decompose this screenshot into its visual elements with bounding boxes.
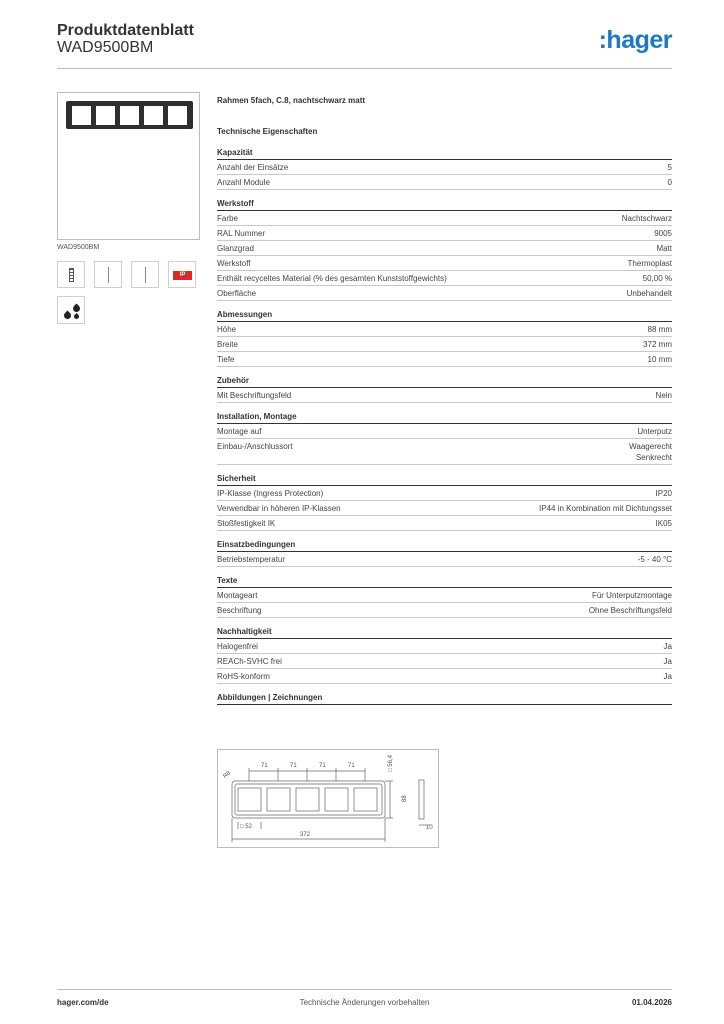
spec-section (217, 474, 672, 531)
spec-value: Ja (663, 657, 672, 666)
spec-row (217, 388, 672, 403)
spec-label: Montage auf (217, 427, 262, 436)
opening-1 (238, 788, 261, 811)
spec-value: Ja (663, 642, 672, 651)
spec-label: Werkstoff (217, 259, 251, 268)
spec-section (217, 693, 672, 705)
spec-value: IP20 (655, 489, 672, 498)
article-number: WAD9500BM (57, 39, 154, 56)
spec-value: Waagerecht Senkrecht (629, 442, 672, 462)
opening-2 (267, 788, 290, 811)
opening-3 (296, 788, 319, 811)
section-title: Werkstoff (217, 199, 672, 211)
spec-section (217, 412, 672, 465)
vertical-mount-icon (94, 261, 122, 288)
spec-label: Höhe (217, 325, 237, 334)
spec-value: IP44 in Kombination mit Dichtungsset (539, 504, 672, 513)
spec-value: Matt (656, 244, 672, 253)
spec-column (217, 96, 672, 705)
spec-row (217, 271, 672, 286)
spec-row (217, 424, 672, 439)
section-title: Sicherheit (217, 474, 672, 486)
spec-row (217, 486, 672, 501)
spec-section (217, 627, 672, 684)
spec-label: Anzahl Module (217, 178, 270, 187)
frame-outline (232, 781, 385, 818)
section-title: Installation, Montage (217, 412, 672, 424)
product-description: Rahmen 5fach, C.8, nachtschwarz matt (217, 96, 366, 105)
spec-row (217, 226, 672, 241)
spec-label: Tiefe (217, 355, 235, 364)
spec-row (217, 588, 672, 603)
spec-section (217, 576, 672, 618)
spec-row (217, 160, 672, 175)
spec-value: 372 mm (643, 340, 672, 349)
section-title: Einsatzbedingungen (217, 540, 672, 552)
spec-row (217, 552, 672, 567)
product-image-caption: WAD9500BM (57, 244, 100, 251)
section-title: Abmessungen (217, 310, 672, 322)
spec-label: IP-Klasse (Ingress Protection) (217, 489, 324, 498)
footer (57, 998, 672, 1010)
horizontal-mount-icon (131, 261, 159, 288)
spec-label: RoHS-konform (217, 672, 270, 681)
depth-label: 10 (426, 825, 433, 831)
spec-value: Ohne Beschriftungsfeld (588, 606, 672, 615)
spacing-label-4: 71 (348, 763, 355, 769)
section-title: Abbildungen | Zeichnungen (217, 693, 672, 705)
spec-label: Anzahl der Einsätze (217, 163, 289, 172)
spec-label: Halogenfrei (217, 642, 258, 651)
label-strip-icon (57, 261, 85, 288)
header (57, 20, 672, 68)
spec-label: Montageart (217, 591, 258, 600)
spec-value: 10 mm (647, 355, 672, 364)
spec-section (217, 376, 672, 403)
radius-label: R8 (222, 770, 233, 780)
spec-row (217, 241, 672, 256)
spec-value: 88 mm (647, 325, 672, 334)
spec-section (217, 540, 672, 567)
spec-sections (217, 148, 672, 705)
section-title: Kapazität (217, 148, 672, 160)
spec-row (217, 439, 672, 465)
footer-date: 01.04.2026 (631, 998, 672, 1007)
opening-4 (325, 788, 348, 811)
spec-label: Betriebstemperatur (217, 555, 286, 564)
spec-label: Stoßfestigkeit IK (217, 519, 276, 528)
frame-5fold-picture (66, 101, 193, 129)
spec-value: Unbehandelt (626, 289, 672, 298)
opening-label: □ 52 (240, 824, 252, 830)
pictogram-row (57, 261, 200, 288)
spec-label: Beschriftung (217, 606, 262, 615)
spec-row (217, 337, 672, 352)
spec-value: Für Unterputzmontage (591, 591, 672, 600)
spec-section (217, 310, 672, 367)
spec-section (217, 148, 672, 190)
spec-section (217, 199, 672, 301)
spec-row (217, 639, 672, 654)
spec-value: Thermoplast (627, 259, 672, 268)
section-title: Nachhaltigkeit (217, 627, 672, 639)
spec-label: REACh-SVHC frei (217, 657, 282, 666)
spec-label: Glanzgrad (217, 244, 254, 253)
ip-badge: IP (173, 271, 192, 280)
spec-label: Mit Beschriftungsfeld (217, 391, 292, 400)
spec-value: 50,00 % (642, 274, 672, 283)
spec-label: Einbau-/Anschlussort (217, 442, 293, 451)
left-column (57, 92, 200, 324)
spec-value: -5 - 40 °C (637, 555, 672, 564)
product-image (57, 92, 200, 240)
section-title: Texte (217, 576, 672, 588)
height-label: 88 (402, 795, 408, 802)
section-title: Zubehör (217, 376, 672, 388)
spacing-label-1: 71 (261, 763, 268, 769)
footer-disclaimer: Technische Änderungen vorbehalten (299, 998, 430, 1007)
technical-drawing (217, 749, 439, 848)
spec-value: Nein (655, 391, 672, 400)
spec-row (217, 286, 672, 301)
water-drops-icon (57, 296, 85, 324)
spec-row (217, 654, 672, 669)
spec-value: Nachtschwarz (621, 214, 672, 223)
document-title: Produktdatenblatt (57, 22, 194, 39)
spec-value: 9005 (654, 229, 672, 238)
top-dimension-label: □ 56,4 (388, 755, 394, 772)
spec-row (217, 211, 672, 226)
spec-value: Unterputz (637, 427, 672, 436)
spec-row (217, 669, 672, 684)
ip-rating-icon (168, 261, 196, 288)
spacing-label-3: 71 (319, 763, 326, 769)
spec-row (217, 256, 672, 271)
header-divider (57, 68, 672, 69)
spec-value: 5 (667, 163, 672, 172)
spec-value: IK05 (655, 519, 672, 528)
technical-properties-title: Technische Eigenschaften (217, 127, 318, 136)
spec-label: Verwendbar in höheren IP-Klassen (217, 504, 341, 513)
spec-row (217, 501, 672, 516)
spec-label: Enthält recyceltes Material (% des gesamten Kunststoffgewichts) (217, 274, 447, 283)
footer-divider (57, 989, 672, 990)
spec-row (217, 603, 672, 618)
spec-value: 0 (667, 178, 672, 187)
spec-row (217, 352, 672, 367)
spec-label: Oberfläche (217, 289, 257, 298)
spec-value: Ja (663, 672, 672, 681)
spec-row (217, 516, 672, 531)
spec-label: Farbe (217, 214, 238, 223)
frame-inner-outline (235, 784, 382, 815)
spec-label: Breite (217, 340, 238, 349)
spec-row (217, 322, 672, 337)
hager-logo: :hager (598, 26, 672, 54)
spec-label: RAL Nummer (217, 229, 266, 238)
width-label: 372 (300, 832, 311, 838)
side-view-profile (419, 780, 424, 819)
spec-row (217, 175, 672, 190)
dimension-drawing-svg (218, 750, 440, 849)
spacing-label-2: 71 (290, 763, 297, 769)
footer-website-link[interactable]: hager.com/de (57, 998, 109, 1007)
opening-5 (354, 788, 377, 811)
